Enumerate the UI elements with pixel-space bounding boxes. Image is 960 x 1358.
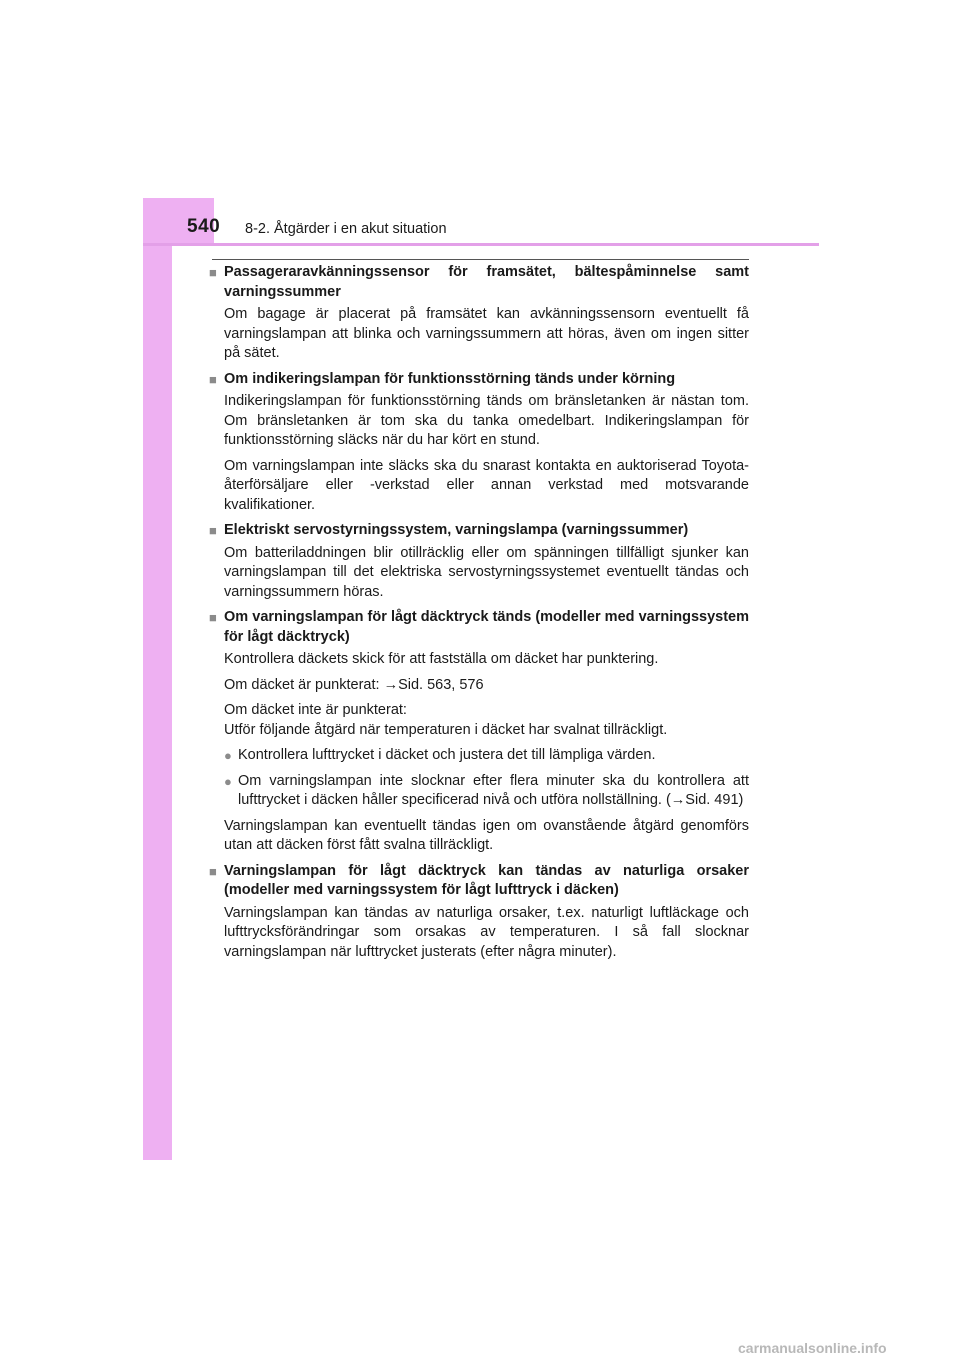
paragraph: Varningslampan kan eventuellt tändas igen om ovanstående åtgärd genomförs utan att däcken först fått svalna tillräckligt. <box>224 817 749 853</box>
section-heading <box>209 862 749 901</box>
section-title: 8-2. Åtgärder i en akut situation <box>245 221 447 237</box>
square-bullet-icon: ■ <box>209 863 217 879</box>
paragraph: Kontrollera däckets skick för att fastställa om däcket har punktering. <box>224 651 659 667</box>
section-passenger-sensor <box>209 263 749 364</box>
section-heading <box>209 608 749 647</box>
square-bullet-icon: ■ <box>209 371 217 387</box>
section-malfunction-lamp <box>209 370 749 516</box>
list-item-text: Kontrollera lufttrycket i däcket och justera det till lämpliga värden. <box>238 747 656 763</box>
section-heading <box>209 521 749 541</box>
square-bullet-icon: ■ <box>209 265 217 280</box>
list-item-text: Om varningslampan inte slocknar efter flera minuter ska du kontrollera att lufttrycket i däcken håller specificerad nivå och utföra nollställning. (→Sid. 491) <box>238 772 749 808</box>
header-divider <box>143 243 819 246</box>
side-tab-band <box>143 198 172 1160</box>
list-item <box>224 772 749 811</box>
section-heading-text: Om varningslampan för lågt däcktryck tänds (modeller med varningssystem för lågt däcktryck) <box>224 609 749 645</box>
page-reference: Om däcket är punkterat: →Sid. 563, 576 <box>224 676 484 693</box>
page-content <box>209 263 749 968</box>
section-heading <box>209 263 749 302</box>
paragraph: Om batteriladdningen blir otillräcklig eller om spänningen tillfälligt sjunker kan varningslampan till det elektriska servostyrningssystemet eventuellt tändas och varningssummern höras. <box>224 544 749 600</box>
section-heading-text: Varningslampan för lågt däcktryck kan tändas av naturliga orsaker (modeller med varningssystem för lågt lufttryck i däcken) <box>224 862 749 898</box>
section-heading <box>209 370 749 390</box>
paragraph: Om däcket inte är punkterat: Utför följande åtgärd när temperaturen i däcket har svalnat tillräckligt. <box>224 702 668 738</box>
section-natural-causes <box>209 862 749 963</box>
section-heading-text: Passageraravkänningssensor för framsätet, bältespåminnelse samt varningssummer <box>224 264 749 300</box>
watermark: carmanualsonline.info <box>738 1340 887 1356</box>
paragraph: Indikeringslampan för funktionsstörning tänds om bränsletanken är nästan tom. Om bränsletanken är tom ska du tanka omedelbart. Indikeringslampan för funktionsstörning släcks när du har kört en stund. <box>224 393 749 448</box>
page-number: 540 <box>187 216 221 237</box>
round-bullet-icon: ● <box>224 748 232 763</box>
section-power-steering <box>209 521 749 602</box>
square-bullet-icon: ■ <box>209 610 217 625</box>
paragraph: Om bagage är placerat på framsätet kan avkänningssensorn eventuellt få varningslampan att blinka och varningssummern att höras, även om ingen sitter på sätet. <box>224 306 749 361</box>
list-item <box>224 746 749 766</box>
round-bullet-icon: ● <box>224 773 232 789</box>
square-bullet-icon: ■ <box>209 523 217 538</box>
section-tire-pressure-lamp <box>209 608 749 856</box>
paragraph: Om varningslampan inte släcks ska du snarast kontakta en auktoriserad Toyota-återförsäljare eller -verkstad eller annan verkstad med motsvarande kvalifikationer. <box>224 457 749 513</box>
content-divider <box>212 259 749 260</box>
section-heading-text: Elektriskt servostyrningssystem, varningslampa (varningssummer) <box>224 522 689 538</box>
paragraph: Varningslampan kan tändas av naturliga orsaker, t.ex. naturligt luftläckage och lufttrycksförändringar som orsakas av temperaturen. I så fall slocknar varningslampan när lufttrycket justerats (efter några minuter). <box>224 904 749 960</box>
section-heading-text: Om indikeringslampan för funktionsstörning tänds under körning <box>224 370 676 387</box>
